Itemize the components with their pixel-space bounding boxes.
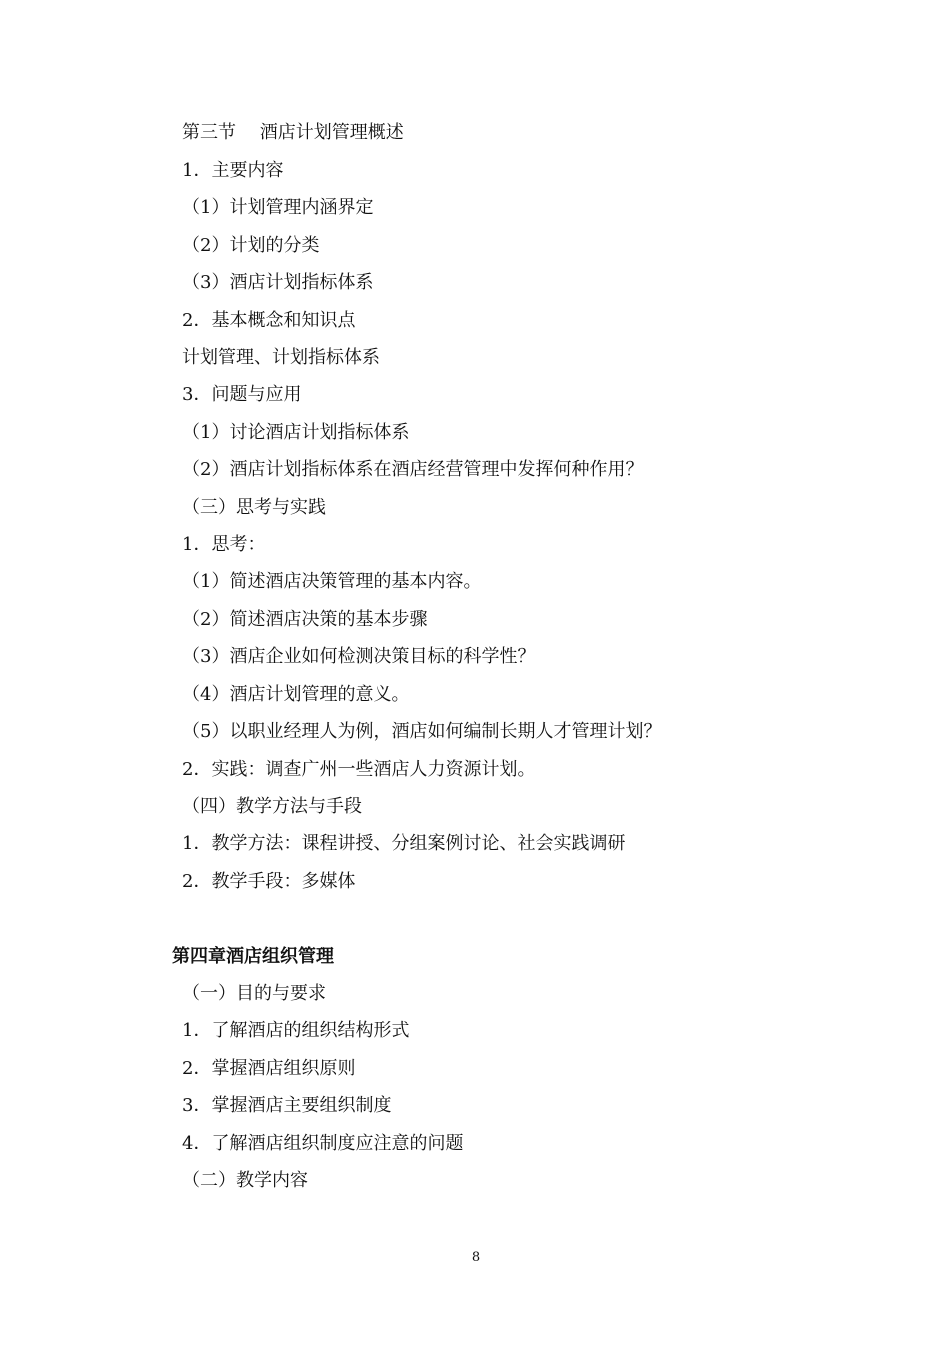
text-line: （四）教学方法与手段 — [182, 796, 362, 817]
text-line: （1）计划管理内涵界定 — [182, 197, 374, 218]
text-line: （2）酒店计划指标体系在酒店经营管理中发挥何种作用？ — [182, 459, 644, 480]
text-line: （二）教学内容 — [182, 1170, 308, 1191]
text-line: （1）讨论酒店计划指标体系 — [182, 422, 410, 443]
text-line: （4）酒店计划管理的意义。 — [182, 684, 410, 705]
text-line: 3．掌握酒店主要组织制度 — [182, 1095, 392, 1116]
text-line: 2．基本概念和知识点 — [182, 310, 356, 331]
text-line: （5）以职业经理人为例，酒店如何编制长期人才管理计划？ — [182, 721, 662, 742]
text-line: （3）酒店企业如何检测决策目标的科学性？ — [182, 646, 536, 667]
text-line: 1．了解酒店的组织结构形式 — [182, 1020, 410, 1041]
chapter-title: 第四章酒店组织管理 — [172, 946, 334, 967]
text-line: 1．教学方法：课程讲授、分组案例讨论、社会实践调研 — [182, 833, 626, 854]
text-line: （1）简述酒店决策管理的基本内容。 — [182, 571, 482, 592]
text-line: （2）计划的分类 — [182, 235, 320, 256]
text-line: 2．教学手段：多媒体 — [182, 871, 356, 892]
text-line: 2．掌握酒店组织原则 — [182, 1058, 356, 1079]
text-line: （三）思考与实践 — [182, 497, 326, 518]
text-line: （2）简述酒店决策的基本步骤 — [182, 609, 428, 630]
text-line: 1．主要内容 — [182, 160, 284, 181]
text-line: 2．实践：调查广州一些酒店人力资源计划。 — [182, 759, 536, 780]
section-title: 第三节 酒店计划管理概述 — [182, 122, 404, 143]
text-line: 3．问题与应用 — [182, 384, 302, 405]
text-line: 1．思考： — [182, 534, 266, 555]
page-number: 8 — [471, 1250, 481, 1265]
text-line: 4．了解酒店组织制度应注意的问题 — [182, 1133, 464, 1154]
text-line: 计划管理、计划指标体系 — [182, 347, 380, 368]
text-line: （3）酒店计划指标体系 — [182, 272, 374, 293]
text-line: （一）目的与要求 — [182, 983, 326, 1004]
